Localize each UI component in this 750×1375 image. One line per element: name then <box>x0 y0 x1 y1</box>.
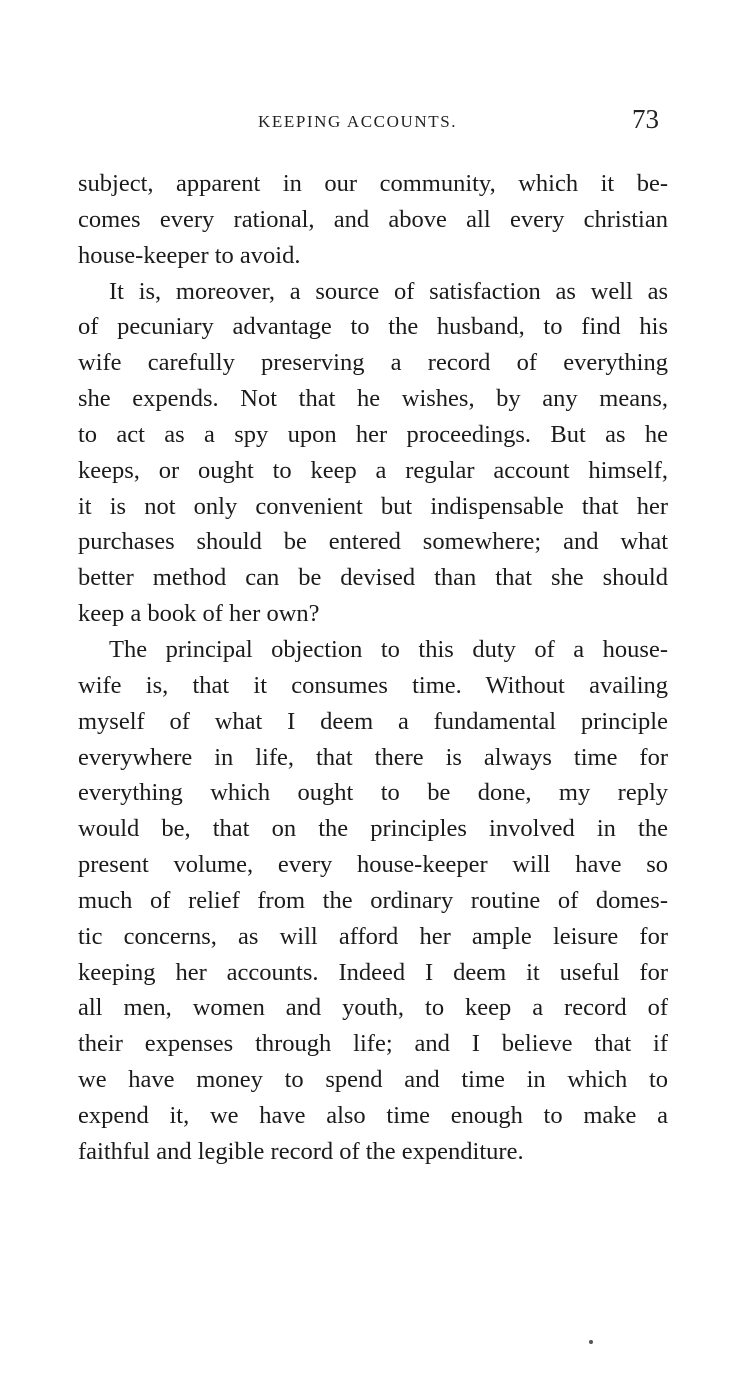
text-line: house-keeper to avoid. <box>78 241 301 269</box>
text-line: comes every rational, and above all every christian <box>78 205 668 233</box>
text-line: subject, apparent in our community, which it be- <box>78 170 668 197</box>
text-line: to act as a spy upon her proceedings. But as he <box>78 420 668 448</box>
text-line: myself of what I deem a fundamental principle <box>78 707 668 735</box>
text-line: purchases should be entered somewhere; and what <box>78 528 668 556</box>
text-line: we have money to spend and time in which to <box>78 1066 668 1094</box>
text-line: faithful and legible record of the expenditure. <box>78 1137 524 1165</box>
text-line: wife is, that it consumes time. Without availing <box>78 671 668 699</box>
text-line: would be, that on the principles involved in the <box>78 815 668 843</box>
text-line: much of relief from the ordinary routine of domes- <box>78 886 668 914</box>
text-line: all men, women and youth, to keep a record of <box>78 994 668 1022</box>
body-text <box>78 166 668 1170</box>
text-line: she expends. Not that he wishes, by any means, <box>78 385 668 413</box>
paragraph-start-line: The principal objection to this duty of a house- <box>109 635 668 663</box>
text-line: keeping her accounts. Indeed I deem it useful for <box>78 958 668 986</box>
running-head: KEEPING ACCOUNTS. <box>258 112 458 131</box>
text-line: their expenses through life; and I believe that if <box>78 1030 668 1058</box>
page-number: 73 <box>632 104 659 134</box>
text-line: expend it, we have also time enough to make a <box>78 1101 668 1129</box>
text-line: keep a book of her own? <box>78 600 320 628</box>
paragraph-start-line: It is, moreover, a source of satisfaction as well as <box>109 277 668 305</box>
text-line: wife carefully preserving a record of everything <box>78 349 668 377</box>
text-line: keeps, or ought to keep a regular account himself, <box>78 456 668 484</box>
text-line: everywhere in life, that there is always time for <box>78 743 668 771</box>
text-line: present volume, every house-keeper will have so <box>78 851 668 879</box>
text-line: tic concerns, as will afford her ample leisure for <box>78 922 668 950</box>
text-line: it is not only convenient but indispensable that her <box>78 492 668 520</box>
text-line: everything which ought to be done, my reply <box>78 779 668 807</box>
text-line: better method can be devised than that she should <box>78 564 668 592</box>
text-line: of pecuniary advantage to the husband, to find his <box>78 313 668 341</box>
ink-speck <box>589 1340 593 1344</box>
